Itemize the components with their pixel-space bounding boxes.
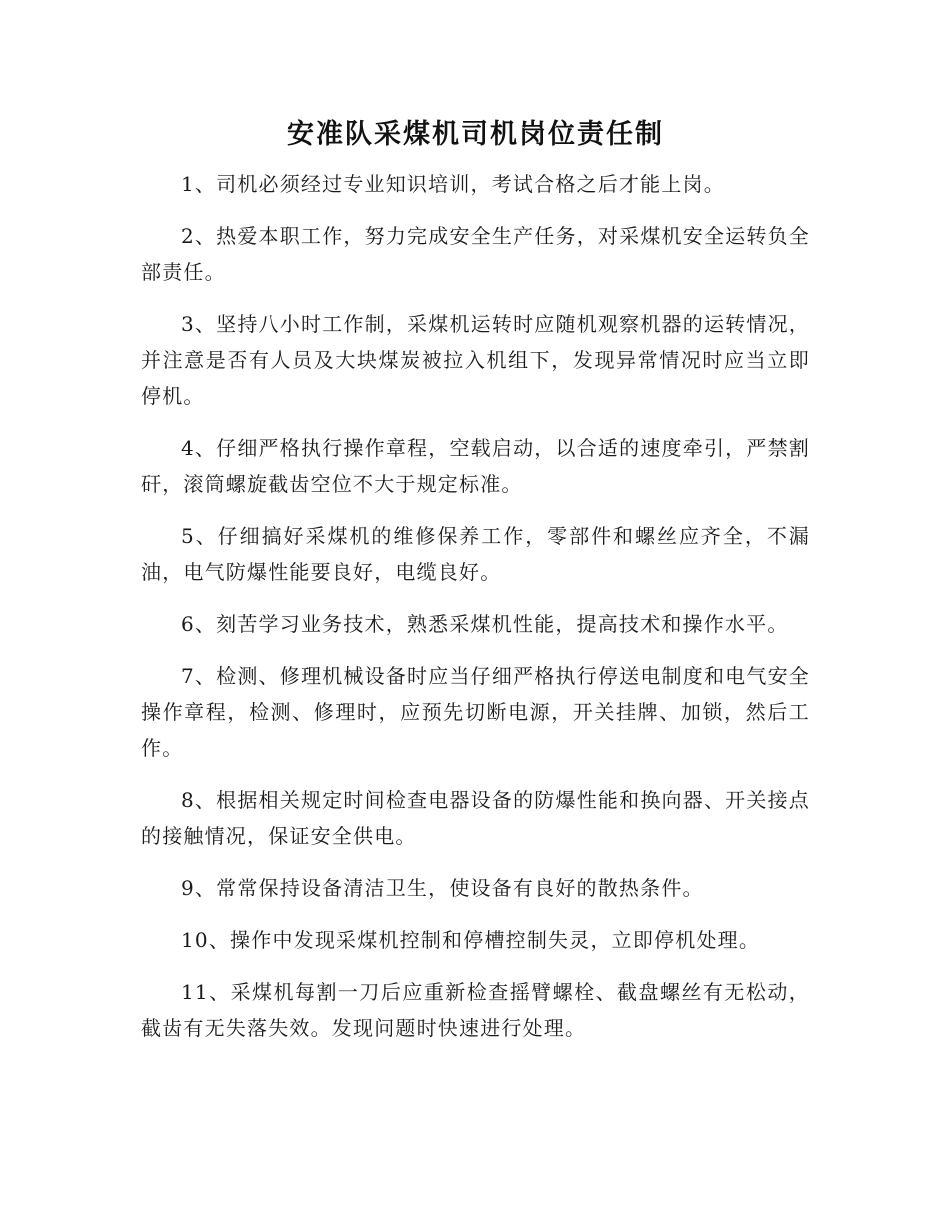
list-item: 7、检测、修理机械设备时应当仔细严格执行停送电制度和电气安全操作章程，检测、修理时，应预先切断电源，开关挂牌、加锁，然后工作。 [141, 664, 810, 760]
list-item: 4、仔细严格执行操作章程，空载启动，以合适的速度牵引，严禁割矸，滚筒螺旋截齿空位不大于规定标准。 [141, 436, 810, 496]
list-item: 5、仔细搞好采煤机的维修保养工作，零部件和螺丝应齐全，不漏油，电气防爆性能要良好，电缆良好。 [141, 524, 810, 584]
list-item: 11、采煤机每割一刀后应重新检查摇臂螺栓、截盘螺丝有无松动，截齿有无失落失效。发现问题时快速进行处理。 [141, 980, 810, 1040]
list-item: 2、热爱本职工作，努力完成安全生产任务，对采煤机安全运转负全部责任。 [141, 224, 810, 284]
list-item: 8、根据相关规定时间检查电器设备的防爆性能和换向器、开关接点的接触情况，保证安全供电。 [141, 788, 810, 848]
list-item: 1、司机必须经过专业知识培训，考试合格之后才能上岗。 [181, 172, 725, 196]
list-item: 6、刻苦学习业务技术，熟悉采煤机性能，提高技术和操作水平。 [181, 612, 789, 636]
responsibility-list [141, 166, 810, 1046]
list-item: 10、操作中发现采煤机控制和停槽控制失灵，立即停机处理。 [181, 928, 761, 952]
list-item: 3、坚持八小时工作制，采煤机运转时应随机观察机器的运转情况，并注意是否有人员及大块煤炭被拉入机组下，发现异常情况时应当立即停机。 [141, 312, 810, 408]
list-item: 9、常常保持设备清洁卫生，使设备有良好的散热条件。 [181, 876, 704, 900]
document-title: 安准队采煤机司机岗位责任制 [287, 119, 664, 150]
